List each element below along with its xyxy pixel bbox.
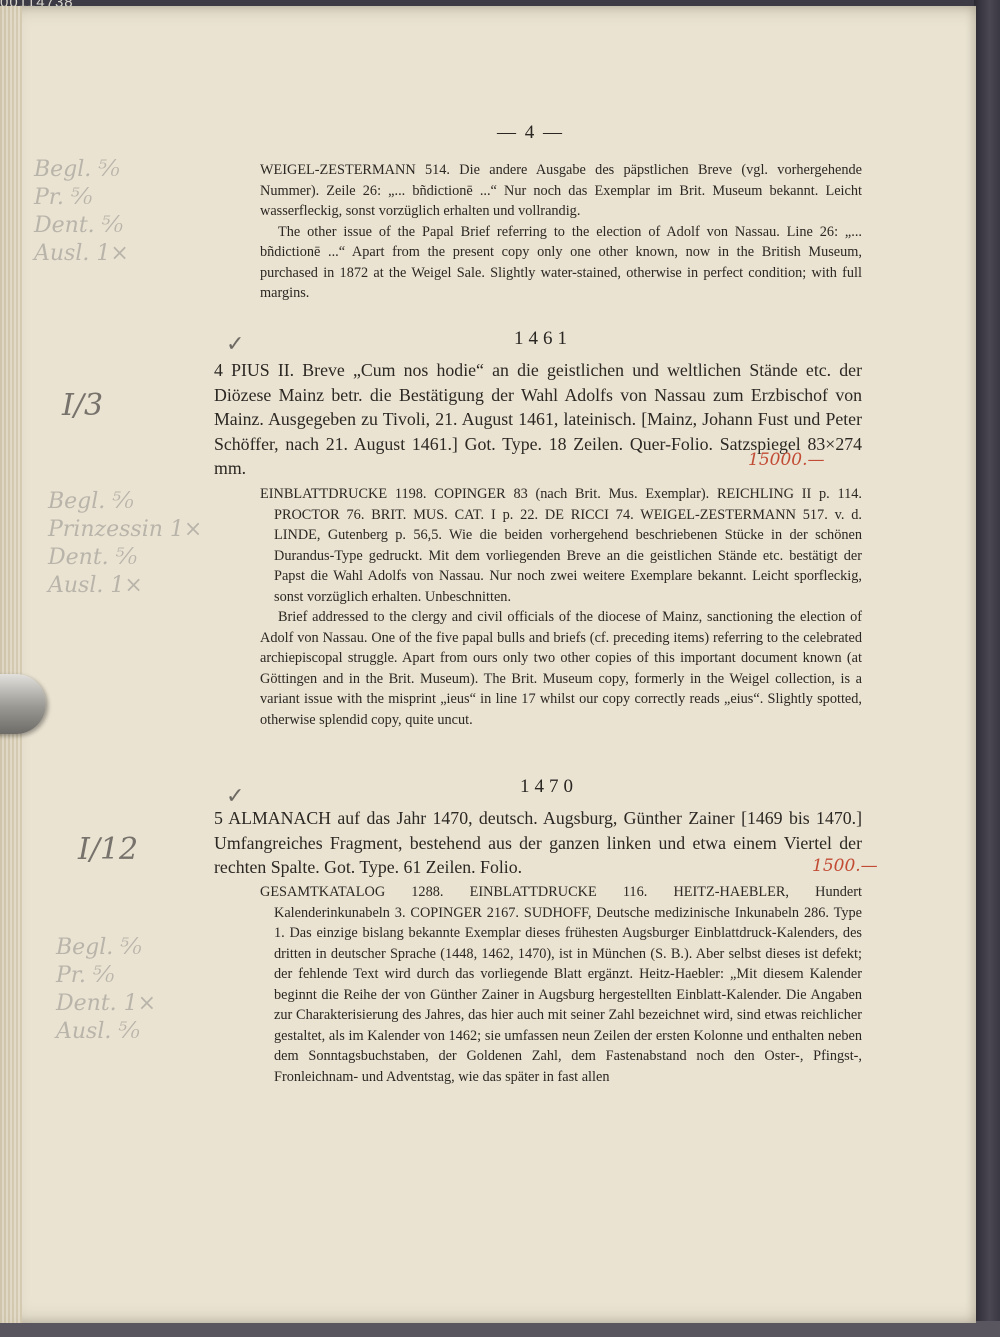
margin-note: Prinzessin 1× (48, 517, 203, 542)
entry4-price-annotation: 15000.— (748, 450, 825, 470)
margin-note: Ausl. ⁵⁄₀ (56, 1019, 140, 1044)
margin-notes-group1 (34, 156, 129, 268)
margin-note: Ausl. 1× (48, 573, 143, 598)
page-gutter (0, 6, 22, 1323)
shelf-mark-1: I/3 (62, 388, 104, 423)
book-page (0, 6, 976, 1323)
margin-note: Begl. ⁵⁄₀ (34, 157, 120, 182)
entry4-english: Brief addressed to the clergy and civil officials of the diocese of Mainz, sanctioning the election of Adolf von Nassau. One of the five papal bulls and briefs (cf. preceding items) referring to the celebrated archiepiscopal struggle. Apart from ours only two other copies of this important document known (at Göttingen and in the Brit. Museum). The Brit. Museum copy, formerly in the Weigel collection, is a variant issue with the misprint „ieus“ in line 17 whilst our copy correctly reads „eius“. Slightly spotted, otherwise splendid copy, quite uncut. (260, 609, 862, 728)
year-heading-1470: 1470 (520, 776, 578, 797)
page-number: — 4 — (497, 122, 564, 143)
entry4-title: PIUS II. Breve „Cum nos hodie“ an die geistlichen und weltlichen Stände etc. der Diözese Mainz betr. die Bestätigung der Wahl Adolfs von Nassau zum Erzbischof von Mainz. Ausgegeben zu Tivoli, 21. August 1461, lateinisch. [Mainz, Johann Fust und Peter Schöffer, nach 21. August 1461.] Got. Type. 18 Zeilen. Quer-Folio. Satzspiegel 83×274 mm. (214, 360, 862, 479)
entry3-continuation (260, 160, 862, 304)
margin-note: Ausl. 1× (34, 241, 129, 266)
margin-note: Dent. ⁵⁄₀ (48, 545, 137, 570)
check-mark-icon: ✓ (226, 784, 245, 809)
margin-note: Begl. ⁵⁄₀ (48, 489, 134, 514)
year-heading-1461: 1461 (514, 328, 572, 349)
entry3-english: The other issue of the Papal Brief referring to the election of Adolf von Nassau. Line 26: „... bñdictionē ...“ Apart from the present copy only one other known, now in the British Museum, purchased in 1872 at the Weigel Sale. Slightly water-stained, otherwise in perfect condition; with full margins. (260, 223, 862, 301)
entry5-references: GESAMTKATALOG 1288. EINBLATTDRUCKE 116. HEITZ-HAEBLER, Hundert Kalenderinkunabeln 3. COPINGER 2167. SUDHOFF, Deutsche medizinische Inkunabeln 286. Type 1. Das einzige bislang bekannte Exemplar dieses frühesten Augsburger Einblattdruck-Kalenders, des dritten in deutscher Sprache (1448, 1462, 1470), ist in München (S. B.). Aber selbst dieses ist defekt; der fehlende Text wird durch das vorliegende Blatt ergänzt. Heitz-Haebler: „Mit diesem Kalender beginnt die Reihe der von Günther Zainer in Augsburg hergestellten Einblatt-Kalender. Die Angaben zur Charakterisierung des Jahres, das hier auch mit seiner Zahl bezeichnet wird, sind etwas reichlicher gestaltet, als im Kalender von 1462; sie umfassen neun Zeilen der ersten Kolonne und enthalten neben dem Sonntagsbuchstaben, der Goldenen Zahl, dem Fastenabstand noch den Oster-, Pfingst-, Fronleichnam- und Adventstag, wie das später in fast allen (260, 884, 862, 1085)
entry4-references: EINBLATTDRUCKE 1198. COPINGER 83 (nach Brit. Mus. Exemplar). REICHLING II p. 114. PROCTOR 76. BRIT. MUS. CAT. I p. 22. DE RICCI 74. WEIGEL-ZESTERMANN 517. v. d. LINDE, Gutenberg p. 56,5. Wie die beiden vorhergehend beschriebenen Stücke in der schönen Durandus-Type gedruckt. Mit dem vorliegenden Breve an die geistlichen Stände etc. bestätigt der Papst die Wahl Adolfs von Nassau. Nur noch zwei weitere Exemplare bekannt. Leicht sporfleckig, sonst vorzüglich erhalten. Unbeschnitten. (260, 486, 862, 605)
entry4-body (260, 484, 862, 730)
margin-notes-group2 (48, 488, 202, 600)
margin-note: Pr. ⁵⁄₀ (34, 185, 93, 210)
entry3-german: WEIGEL-ZESTERMANN 514. Die andere Ausgabe des päpstlichen Breve (vgl. vorhergehende Nummer). Zeile 26: „... bñdictionē ...“ Nur noch das Exemplar im Brit. Museum bekannt. Leicht wasserfleckig, sonst vorzüglich erhalten und vollrandig. (260, 162, 862, 219)
margin-note: Begl. ⁵⁄₀ (56, 935, 142, 960)
entry5-price-annotation: 1500.— (812, 856, 878, 876)
shelf-mark-2: I/12 (78, 832, 139, 867)
entry5-body (260, 882, 862, 1087)
margin-note: Dent. ⁵⁄₀ (34, 213, 123, 238)
book-cover-edge (974, 0, 1000, 1337)
margin-note: Pr. ⁵⁄₀ (56, 963, 115, 988)
check-mark-icon: ✓ (226, 332, 245, 357)
entry5-title: ALMANACH auf das Jahr 1470, deutsch. Augsburg, Günther Zainer [1469 bis 1470.] Umfangreiches Fragment, bestehend aus der ganzen linken und etwa einem Viertel der rechten Spalte. Got. Type. 61 Zeilen. Folio. (214, 808, 862, 878)
entry4-number: 4 (214, 360, 223, 380)
entry5-number: 5 (214, 808, 223, 828)
margin-notes-group3 (56, 934, 156, 1046)
entry5-title-block (214, 806, 862, 880)
paper-clip (0, 674, 46, 734)
book-cover-bottom (0, 1321, 1000, 1337)
margin-note: Dent. 1× (56, 991, 157, 1016)
